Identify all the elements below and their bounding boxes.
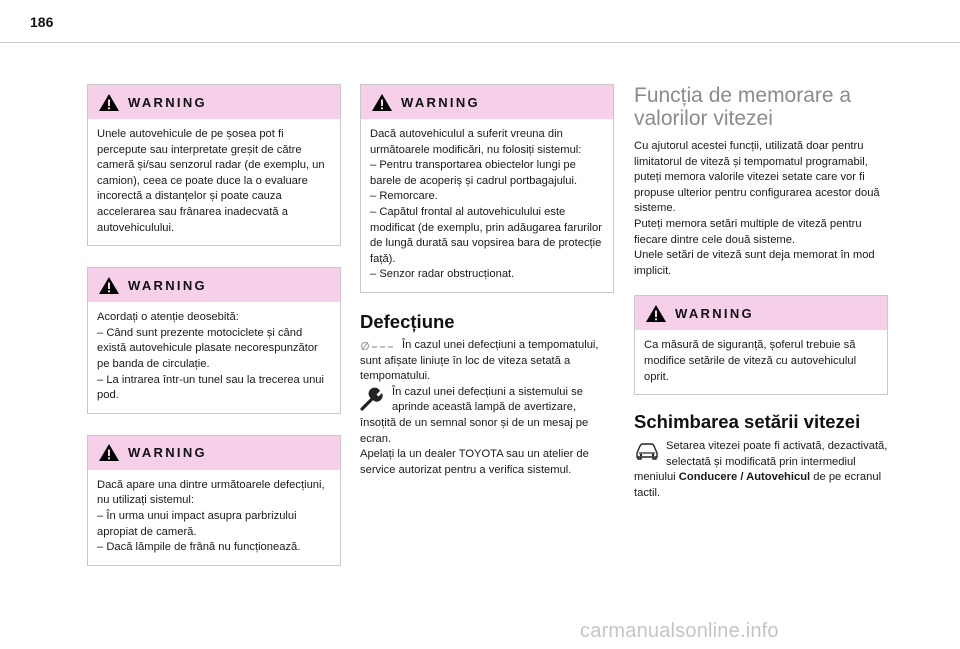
warning-text	[88, 470, 340, 565]
memory-function-title: Funcția de memorare a valorilor vitezei	[634, 84, 852, 130]
column-3	[634, 84, 888, 502]
warning-line: – Remorcare.	[370, 190, 438, 203]
memory-function-text	[634, 139, 888, 279]
column-2	[360, 84, 614, 478]
warning-triangle-icon	[98, 93, 120, 112]
intro-line: Cu ajutorul acestei funcții, utilizată doar pentru limitatorul de viteză și tempomatul programabil, puteți memora valorile vitezei setate care vor fi propuse ulterior pentru configurarea acestor două sisteme.	[634, 140, 880, 215]
warning-text	[88, 119, 340, 245]
warning-triangle-icon	[371, 93, 393, 112]
change-text-suffix: de pe ecranul tactil.	[634, 471, 882, 499]
warning-text	[361, 119, 613, 292]
warning-line: – Senzor radar obstrucționat.	[370, 268, 515, 281]
warning-label: WARNING	[401, 94, 480, 110]
column-1	[87, 84, 341, 566]
warning-triangle-icon	[645, 304, 667, 323]
intro-line: Unele setări de viteză sunt deja memorat în mod implicit.	[634, 249, 875, 277]
vehicle-icon	[634, 441, 660, 461]
page-number: 186	[30, 14, 54, 30]
dashed-display-icon	[360, 340, 396, 352]
watermark: carmanualsonline.info	[580, 620, 779, 642]
warning-box	[634, 295, 888, 395]
warning-box	[87, 267, 341, 414]
change-speed-section-title: Schimbarea setării vitezei	[634, 411, 861, 433]
warning-line: Unele autovehicule de pe șosea pot fi percepute sau interpretate greșit de către cameră și/sau senzorul radar (de exemplu, un camion), ceea ce poate duce la o evaluare incorectă a distanțelor și poate cauza accelerarea sau frânarea inadecvată a autovehiculului.	[97, 128, 325, 234]
warning-label: WARNING	[675, 305, 754, 321]
warning-box	[87, 435, 341, 566]
intro-line: Puteți memora setări multiple de viteză pentru fiecare dintre cele două sisteme.	[634, 217, 862, 246]
warning-line: – La intrarea într-un tunel sau la trecerea unui pod.	[97, 373, 324, 402]
warning-line: Dacă apare una dintre următoarele defecțiuni, nu utilizați sistemul:	[97, 478, 325, 507]
warning-label: WARNING	[128, 277, 207, 293]
warning-line: – Pentru transportarea obiectelor lungi pe barele de acoperiș și cadrul portbagajului.	[370, 159, 578, 187]
warning-line: – Capătul frontal al autovehiculului este modificat (de exemplu, prin adăugarea farurilor de lungă durată sau vopsirea bara de protecție față).	[370, 205, 602, 265]
menu-path: Conducere / Autovehicul	[678, 471, 811, 484]
warning-header	[361, 85, 613, 119]
warning-line: Acordați o atenție deosebită:	[97, 311, 239, 324]
defect-paragraph: În cazul unei defecțiuni a tempomatului, sunt afișate liniuțe în loc de viteza setată a tempomatului.	[360, 338, 599, 383]
defect-text	[360, 338, 614, 478]
defect-paragraph: Apelați la un dealer TOYOTA sau un atelier de service autorizat pentru a verifica sistemul.	[360, 448, 589, 476]
warning-line: – În urma unui impact asupra parbrizului apropiat de cameră.	[97, 509, 297, 538]
defect-section-title: Defecțiune	[360, 310, 455, 332]
warning-header	[88, 268, 340, 302]
change-text-prefix: Setarea vitezei poate fi activată, dezactivată, selectată și modificată prin intermediul meniului	[634, 440, 888, 484]
warning-triangle-icon	[98, 276, 120, 295]
warning-label: WARNING	[128, 94, 207, 110]
change-speed-text	[634, 439, 888, 501]
warning-triangle-icon	[98, 443, 120, 462]
warning-text	[635, 330, 887, 394]
warning-label: WARNING	[128, 445, 207, 461]
wrench-icon	[360, 387, 386, 411]
warning-line: – Când sunt prezente motociclete și când există autovehicule plasate necorespunzător pe banda de circulație.	[97, 326, 318, 370]
warning-line: – Dacă lămpile de frână nu funcționează.	[97, 541, 301, 554]
warning-box	[87, 84, 341, 246]
warning-line: Ca măsură de siguranță, șoferul trebuie să modifice setările de viteză cu autovehiculul oprit.	[644, 339, 857, 383]
warning-header	[635, 296, 887, 330]
defect-paragraph: În cazul unei defecțiuni a sistemului se aprinde această lampă de avertizare, însoțită de un semnal sonor și de un mesaj pe ecran.	[360, 385, 589, 445]
warning-header	[88, 436, 340, 470]
warning-header	[88, 85, 340, 119]
warning-box	[360, 84, 614, 293]
header-divider	[0, 42, 960, 43]
warning-text	[88, 302, 340, 413]
warning-line: Dacă autovehiculul a suferit vreuna din următoarele modificări, nu folosiți sistemul:	[370, 128, 582, 156]
change-speed-paragraph	[634, 439, 888, 501]
